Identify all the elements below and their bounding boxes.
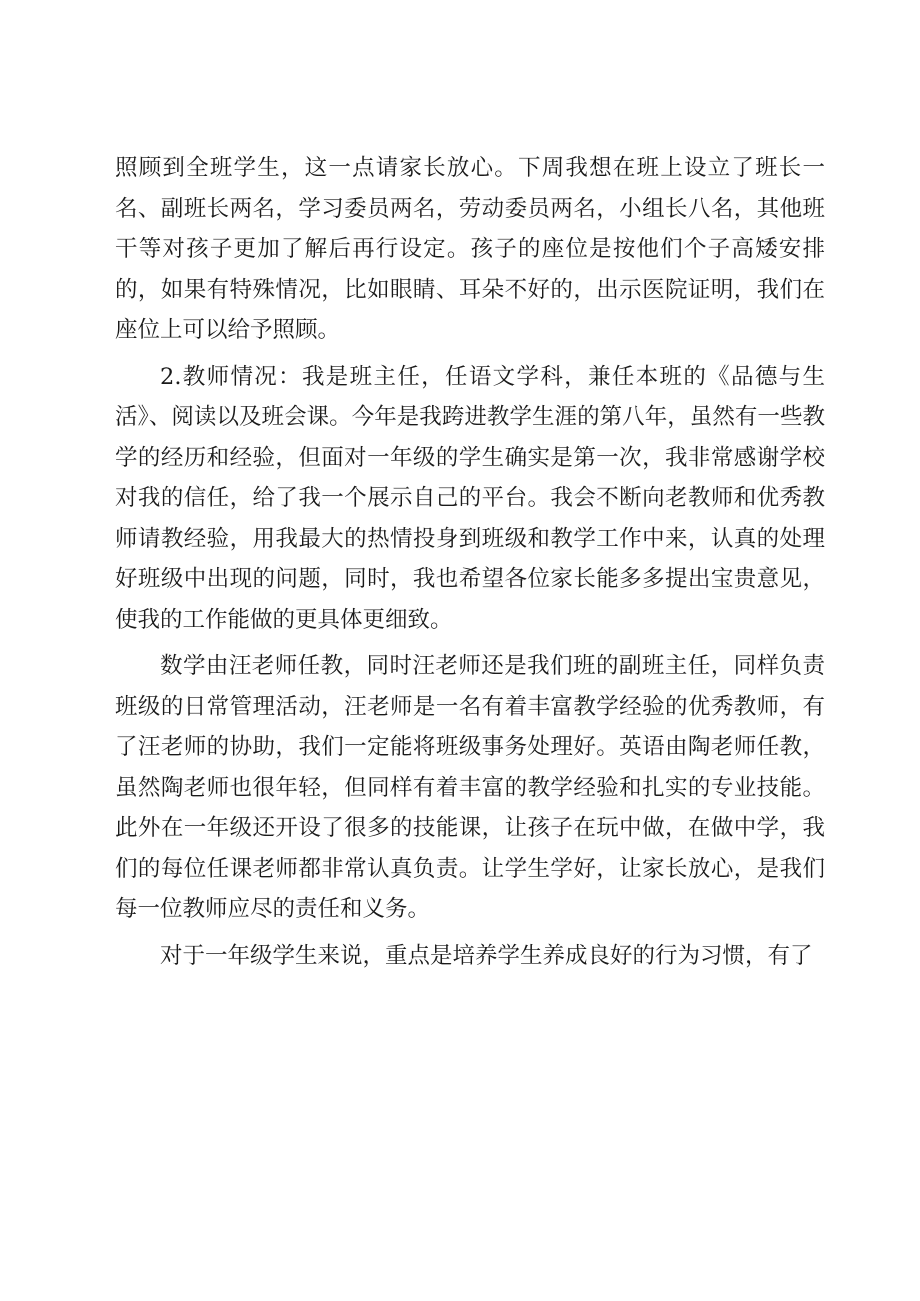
- document-body: [115, 148, 825, 982]
- paragraph-1: 照顾到全班学生，这一点请家长放心。下周我想在班上设立了班长一名、副班长两名，学习委员两名，劳动委员两名，小组长八名，其他班干等对孩子更加了解后再行设定。孩子的座位是按他们个子高矮安排的，如果有特殊情况，比如眼睛、耳朵不好的，出示医院证明，我们在座位上可以给予照顾。: [115, 155, 825, 343]
- paragraph-3: 数学由汪老师任教，同时汪老师还是我们班的副班主任，同样负责班级的日常管理活动，汪老师是一名有着丰富教学经验的优秀教师，有了汪老师的协助，我们一定能将班级事务处理好。英语由陶老师任教，虽然陶老师也很年轻，但同样有着丰富的教学经验和扎实的专业技能。此外在一年级还开设了很多的技能课，让孩子在玩中做，在做中学，我们的每位任课老师都非常认真负责。让学生学好，让家长放心，是我们每一位教师应尽的责任和义务。: [115, 653, 825, 922]
- paragraph-4: 对于一年级学生来说，重点是培养学生养成良好的行为习惯，有了: [160, 942, 813, 969]
- paragraph-2: 2.教师情况：我是班主任，任语文学科，兼任本班的《品德与生活》、阅读以及班会课。今年是我跨进教学生涯的第八年，虽然有一些教学的经历和经验，但面对一年级的学生确实是第一次，我非常感谢学校对我的信任，给了我一个展示自己的平台。我会不断向老教师和优秀教师请教经验，用我最大的热情投身到班级和教学工作中来，认真的处理好班级中出现的问题，同时，我也希望各位家长能多多提出宝贵意见，使我的工作能做的更具体更细致。: [115, 363, 825, 633]
